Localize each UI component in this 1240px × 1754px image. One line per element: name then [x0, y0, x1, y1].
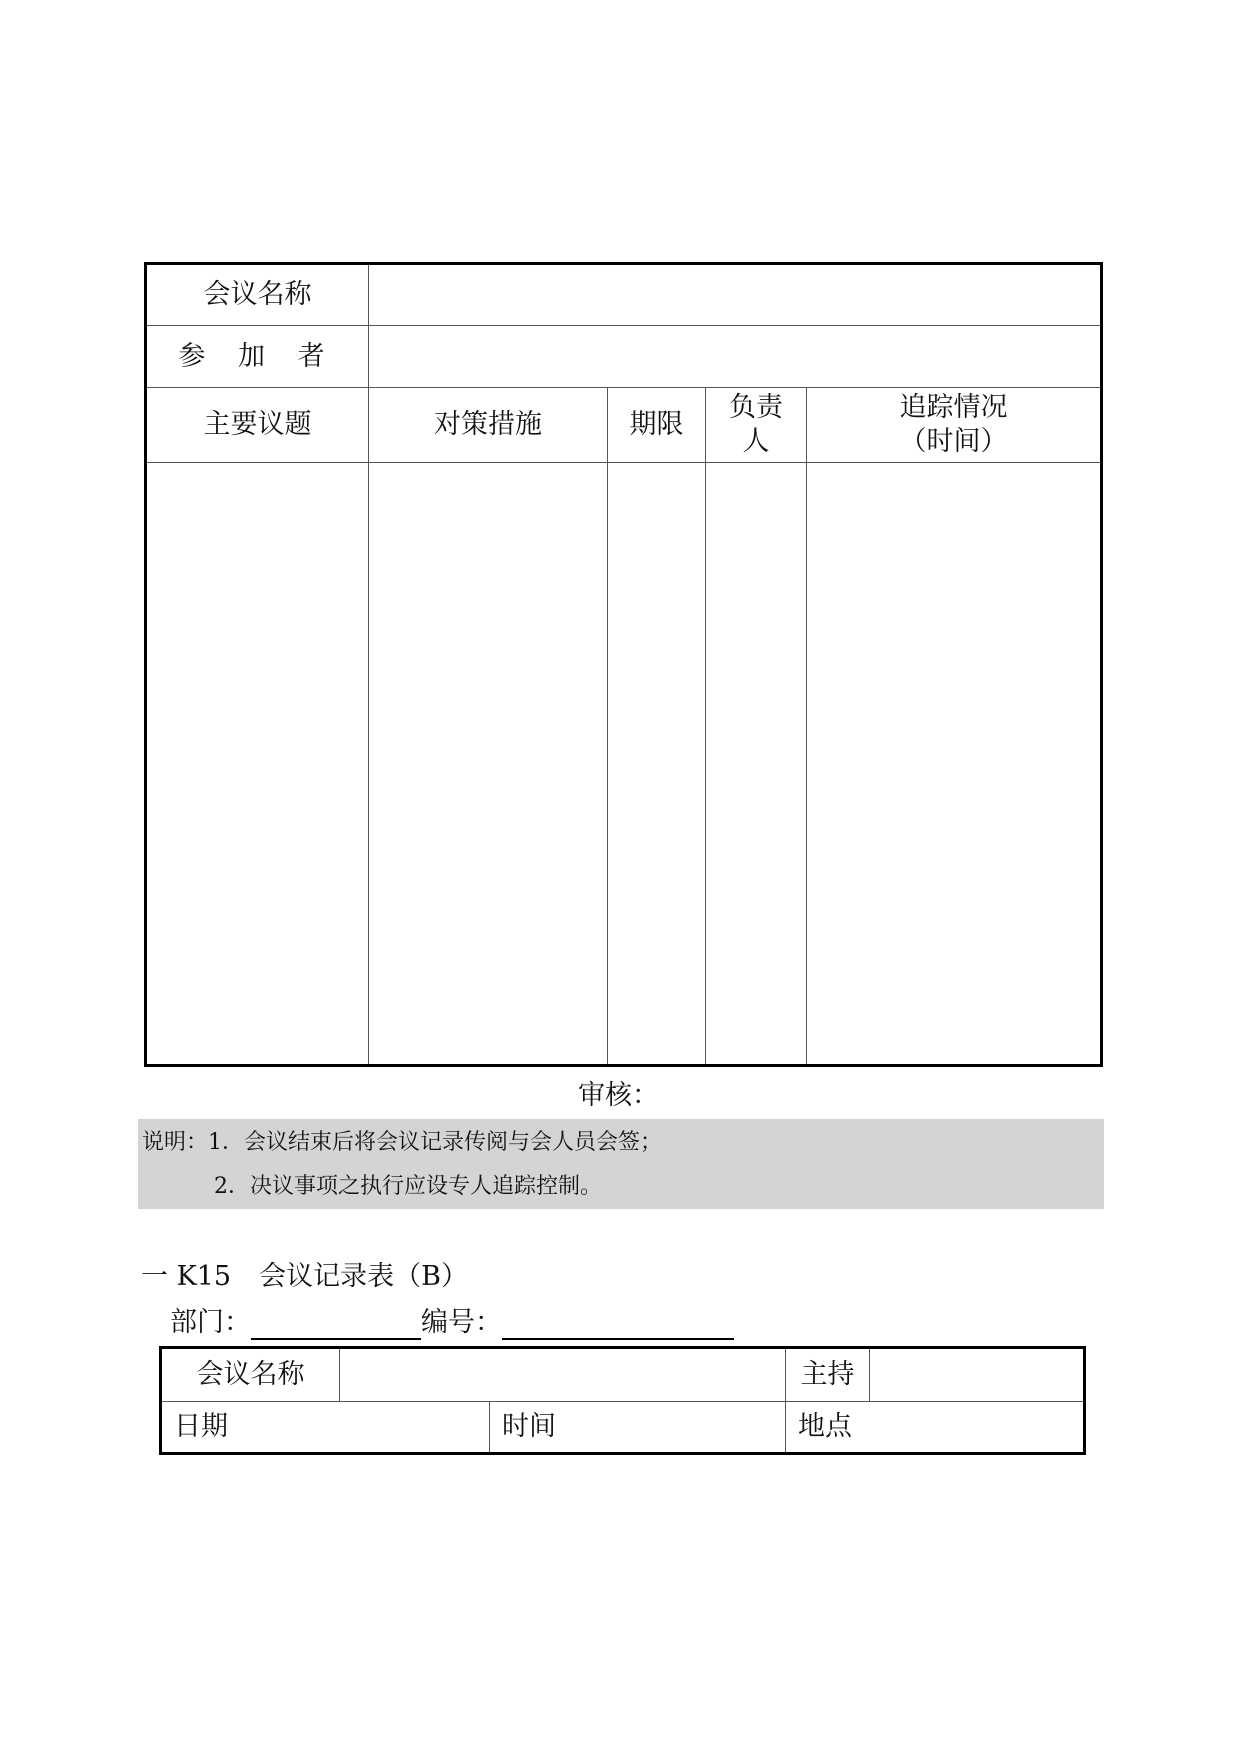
responsible-cell[interactable]: [706, 463, 807, 1066]
header-responsible-line1: 负责: [729, 392, 783, 423]
notes-box: [138, 1119, 1104, 1209]
date-label[interactable]: 日期: [161, 1402, 490, 1454]
content-row: [146, 463, 1102, 1066]
host-label: 主持: [786, 1348, 870, 1402]
header-tracking: [807, 388, 1102, 463]
meeting-name-host-row: [161, 1348, 1085, 1402]
main-topic-cell[interactable]: [146, 463, 369, 1066]
note-line-1: 说明：1．会议结束后将会议记录传阅与会人员会签；: [142, 1130, 662, 1155]
b-meeting-name-label: 会议名称: [161, 1348, 340, 1402]
time-label[interactable]: 时间: [490, 1402, 786, 1454]
deadline-cell[interactable]: [608, 463, 706, 1066]
host-field[interactable]: [870, 1348, 1085, 1402]
number-label: 编号：: [421, 1307, 502, 1338]
attendees-label: 参 加 者: [146, 326, 369, 388]
dept-label: 部门：: [170, 1307, 251, 1338]
header-responsible-line2: 人: [742, 426, 770, 457]
meeting-name-label: 会议名称: [146, 264, 369, 326]
section-b-title: [141, 1260, 468, 1294]
meeting-record-table-b: [159, 1346, 1086, 1455]
countermeasures-cell[interactable]: [369, 463, 608, 1066]
attendees-row: [146, 326, 1102, 388]
header-row: [146, 388, 1102, 463]
review-label: 审核：: [578, 1080, 659, 1111]
meeting-name-field[interactable]: [369, 264, 1102, 326]
dept-number-row: [170, 1306, 734, 1340]
tracking-cell[interactable]: [807, 463, 1102, 1066]
location-label[interactable]: 地点: [786, 1402, 1085, 1454]
header-responsible: [706, 388, 807, 463]
header-countermeasures: 对策措施: [369, 388, 608, 463]
form-code: 一 K15: [141, 1261, 232, 1292]
header-tracking-line2: （时间）: [899, 426, 1008, 457]
header-main-topic: 主要议题: [146, 388, 369, 463]
b-meeting-name-field[interactable]: [340, 1348, 786, 1402]
number-field[interactable]: [502, 1310, 734, 1340]
meeting-record-table-a: [144, 262, 1103, 1067]
form-title: 会议记录表（B）: [259, 1261, 468, 1292]
header-deadline: 期限: [608, 388, 706, 463]
date-time-location-row: [161, 1402, 1085, 1454]
note-line-2: 2．决议事项之执行应设专人追踪控制。: [214, 1174, 602, 1199]
dept-field[interactable]: [251, 1310, 421, 1340]
meeting-name-row: [146, 264, 1102, 326]
attendees-field[interactable]: [369, 326, 1102, 388]
header-tracking-line1: 追踪情况: [899, 392, 1008, 423]
